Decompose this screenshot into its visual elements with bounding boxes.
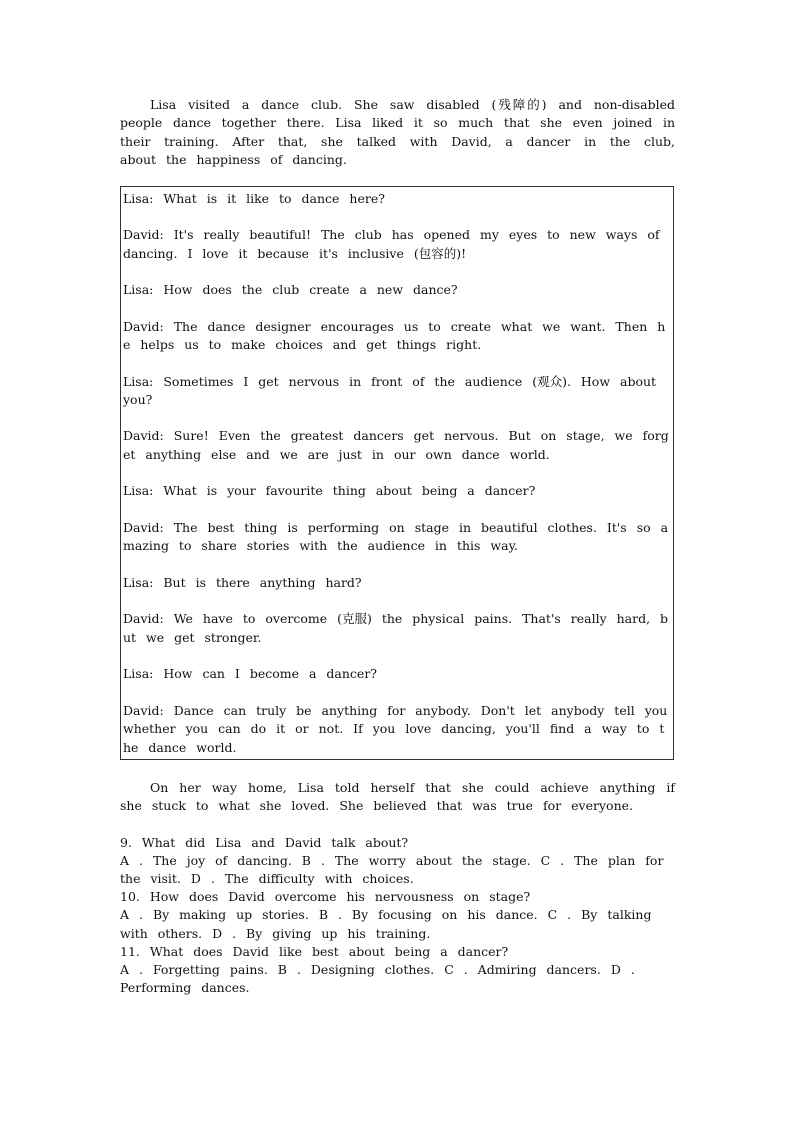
question-stem: 11. What does David like best about being a dancer? bbox=[120, 943, 509, 959]
option-d: D . Performing dances. bbox=[120, 962, 635, 996]
dialogue-line: David: Sure! Even the greatest dancers get nervous. But on stage, we forget anything else and we are just in our own dance world. bbox=[123, 428, 669, 462]
dialogue-line: Lisa: How does the club create a new dance? bbox=[123, 282, 458, 298]
dialogue-line: David: It's really beautiful! The club has opened my eyes to new ways of dancing. I love it because it's inclusive (包容的)! bbox=[123, 227, 660, 261]
intro-paragraph: Lisa visited a dance club. She saw disabled (残障的) and non-disabled people dance together there. Lisa liked it so much that she even joined in their training. After that, she talked with David, a dancer in the club, about the happiness of dancing. bbox=[120, 97, 675, 168]
document-page bbox=[120, 96, 675, 997]
dialogue-line: David: We have to overcome (克服) the physical pains. That's really hard, but we get stronger. bbox=[123, 611, 669, 645]
option-d: D . By giving up his training. bbox=[212, 925, 431, 941]
dialogue-line: David: Dance can truly be anything for anybody. Don't let anybody tell you whether you can do it or not. If you love dancing, you'll find a way to the dance world. bbox=[123, 702, 668, 755]
dialogue-line: Lisa: But is there anything hard? bbox=[123, 574, 362, 590]
dialogue-box bbox=[120, 186, 674, 760]
option-b: B . By focusing on his dance. bbox=[318, 907, 538, 923]
dialogue-line: David: The best thing is performing on stage in beautiful clothes. It's so amazing to share stories with the audience in this way. bbox=[123, 519, 669, 554]
question-stem: 10. How does David overcome his nervousness on stage? bbox=[120, 889, 531, 905]
option-c: C . Admiring dancers. bbox=[444, 962, 601, 978]
dialogue-line: Lisa: What is it like to dance here? bbox=[123, 190, 385, 206]
questions-section bbox=[120, 834, 675, 998]
question-options bbox=[120, 852, 675, 888]
option-a: A . Forgetting pains. bbox=[120, 962, 268, 978]
question-9 bbox=[120, 834, 675, 889]
dialogue-line: Lisa: What is your favourite thing about being a dancer? bbox=[123, 483, 536, 499]
dialogue-line: Lisa: Sometimes I get nervous in front of the audience (观众). How about you? bbox=[123, 373, 657, 407]
outro-paragraph: On her way home, Lisa told herself that she could achieve anything if she stuck to what she loved. She believed that was true for everyone. bbox=[120, 779, 675, 814]
question-stem: 9. What did Lisa and David talk about? bbox=[120, 834, 409, 850]
question-options bbox=[120, 961, 675, 997]
option-c: C . By talking with others. bbox=[120, 907, 652, 941]
option-a: A . By making up stories. bbox=[120, 907, 309, 923]
question-options bbox=[120, 906, 675, 942]
question-11 bbox=[120, 943, 675, 998]
option-c: C . The plan for the visit. bbox=[120, 852, 664, 887]
option-a: A . The joy of dancing. bbox=[120, 852, 292, 868]
option-b: B . The worry about the stage. bbox=[301, 852, 531, 868]
option-d: D . The difficulty with choices. bbox=[190, 871, 414, 887]
question-10 bbox=[120, 888, 675, 943]
option-b: B . Designing clothes. bbox=[277, 962, 435, 978]
dialogue-line: Lisa: How can I become a dancer? bbox=[123, 666, 377, 682]
dialogue-line: David: The dance designer encourages us to create what we want. Then he helps us to make choices and get things right. bbox=[123, 318, 666, 352]
